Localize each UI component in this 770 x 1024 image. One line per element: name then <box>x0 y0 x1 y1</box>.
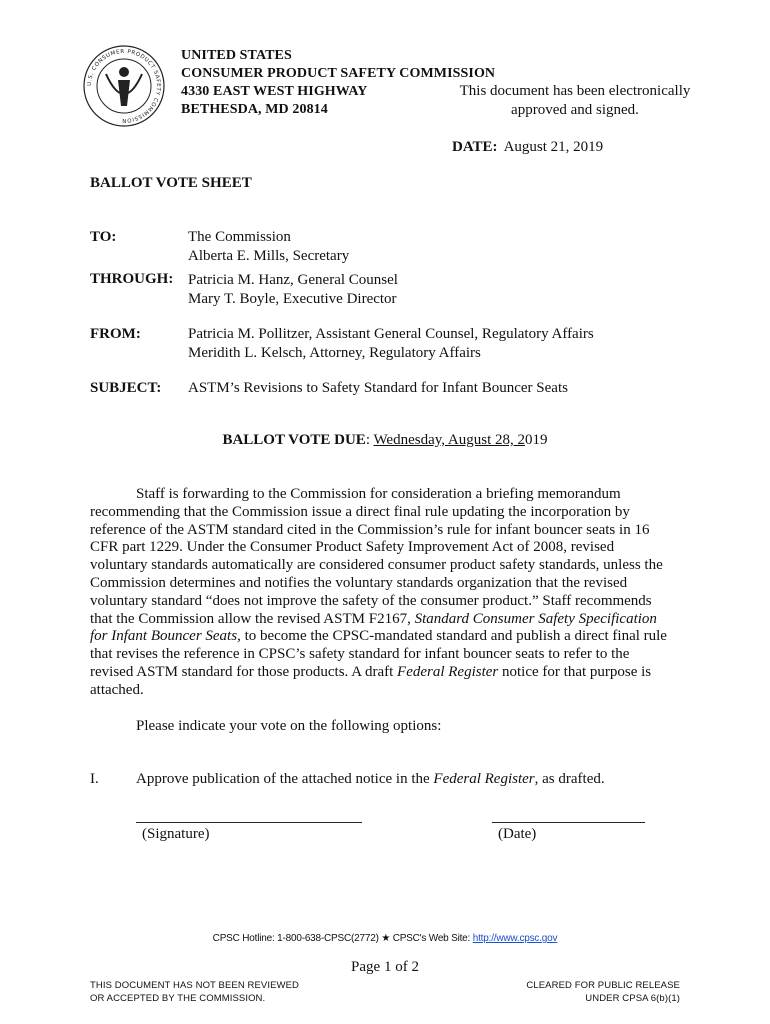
org-address-line2: BETHESDA, MD 20814 <box>181 102 328 117</box>
option-number: I. <box>90 771 99 787</box>
from-line2: Meridith L. Kelsch, Attorney, Regulatory Affairs <box>188 345 481 361</box>
notice-line1: This document has been electronically <box>459 83 691 99</box>
through-value <box>188 271 398 309</box>
clearance-line1: CLEARED FOR PUBLIC RELEASE <box>526 980 680 991</box>
body-text-c: notice for that purpose is attached. <box>90 663 652 698</box>
from-value <box>188 325 594 363</box>
seal-text: U.S. CONSUMER PRODUCT SAFETY COMMISSION <box>86 48 162 124</box>
from-line1: Patricia M. Pollitzer, Assistant General Counsel, Regulatory Affairs <box>188 326 594 342</box>
vote-instruction: Please indicate your vote on the following options: <box>136 718 442 734</box>
website-label: CPSC's Web Site: <box>392 933 471 944</box>
review-disclaimer <box>90 979 299 1005</box>
date-label: DATE: <box>452 139 498 155</box>
option-federal-register: Federal Register <box>433 771 535 787</box>
to-line1: The Commission <box>188 229 291 245</box>
date-value: August 21, 2019 <box>503 139 604 155</box>
option-text <box>136 771 605 788</box>
disclaimer-line1: THIS DOCUMENT HAS NOT BEEN REVIEWED <box>90 980 300 991</box>
star-icon: ★ <box>381 933 391 944</box>
memo-date <box>452 139 603 156</box>
standard-title: Standard Consumer Safety Specification for Infant Bouncer Seats <box>90 610 657 645</box>
org-address-line1: 4330 EAST WEST HIGHWAY <box>181 84 368 99</box>
clearance-notice <box>526 979 680 1005</box>
page-title: BALLOT VOTE SHEET <box>90 175 252 191</box>
date-line-label: (Date) <box>498 826 537 842</box>
subject-value: ASTM’s Revisions to Safety Standard for Infant Bouncer Seats <box>188 380 568 396</box>
through-line1: Patricia M. Hanz, General Counsel <box>188 272 398 288</box>
website-link[interactable]: http://www.cpsc.gov <box>472 933 558 944</box>
through-label: THROUGH: <box>90 271 174 287</box>
org-name-line1: UNITED STATES <box>181 48 292 63</box>
ballot-due-date: Wednesday, August 28, 2 <box>373 432 526 448</box>
ballot-due-date-rest: 019 <box>525 432 548 448</box>
signature-label: (Signature) <box>142 826 210 842</box>
option-text-a: Approve publication of the attached notice in the <box>136 771 434 787</box>
cpsc-seal-logo <box>82 44 166 128</box>
hotline-number: CPSC Hotline: 1-800-638-CPSC(2772) <box>212 933 379 944</box>
clearance-line2: UNDER CPSA 6(b)(1) <box>585 993 680 1004</box>
from-label: FROM: <box>90 326 141 342</box>
ballot-vote-due <box>0 432 770 449</box>
page-number: Page 1 of 2 <box>351 959 419 975</box>
signature-line[interactable] <box>136 822 362 823</box>
to-label: TO: <box>90 229 117 245</box>
notice-line2: approved and signed. <box>511 102 639 118</box>
option-text-b: , as drafted. <box>534 771 605 787</box>
electronic-approval-notice <box>430 82 720 120</box>
body-paragraph <box>90 486 674 700</box>
date-line[interactable] <box>492 822 645 823</box>
to-line2: Alberta E. Mills, Secretary <box>188 248 350 264</box>
disclaimer-line2: OR ACCEPTED BY THE COMMISSION. <box>90 993 266 1004</box>
to-value <box>188 228 349 266</box>
ballot-due-label: BALLOT VOTE DUE <box>222 432 366 448</box>
hotline-bar <box>0 933 770 944</box>
body-text-a: Staff is forwarding to the Commission for consideration a briefing memorandum recommending that the Commission issue a direct final rule updating the incorporation by reference of the ASTM standard cited in the Commission’s rule for infant bouncer seats in 16 CFR part 1229. Under the Consumer Product Safety Improvement Act of 2008, revised voluntary standards automatically are considered consumer product safety standards, unless the Commission determines and notifies the voluntary standards organization that the revised voluntary standard “does not improve the safety of the consumer product.” Staff recommends that the Commission allow the revised ASTM F2167, <box>90 486 663 627</box>
ballot-due-colon: : <box>365 432 370 448</box>
org-name-line2: CONSUMER PRODUCT SAFETY COMMISSION <box>181 66 496 81</box>
body-text-b: , to become the CPSC-mandated standard and publish a direct final rule that revises the reference in CPSC’s safety standard for infant bouncer seats to refer to the revised ASTM standard for those products. A draft <box>90 628 667 680</box>
federal-register-ref: Federal Register <box>397 663 499 680</box>
through-line2: Mary T. Boyle, Executive Director <box>188 291 397 307</box>
subject-label: SUBJECT: <box>90 380 162 396</box>
